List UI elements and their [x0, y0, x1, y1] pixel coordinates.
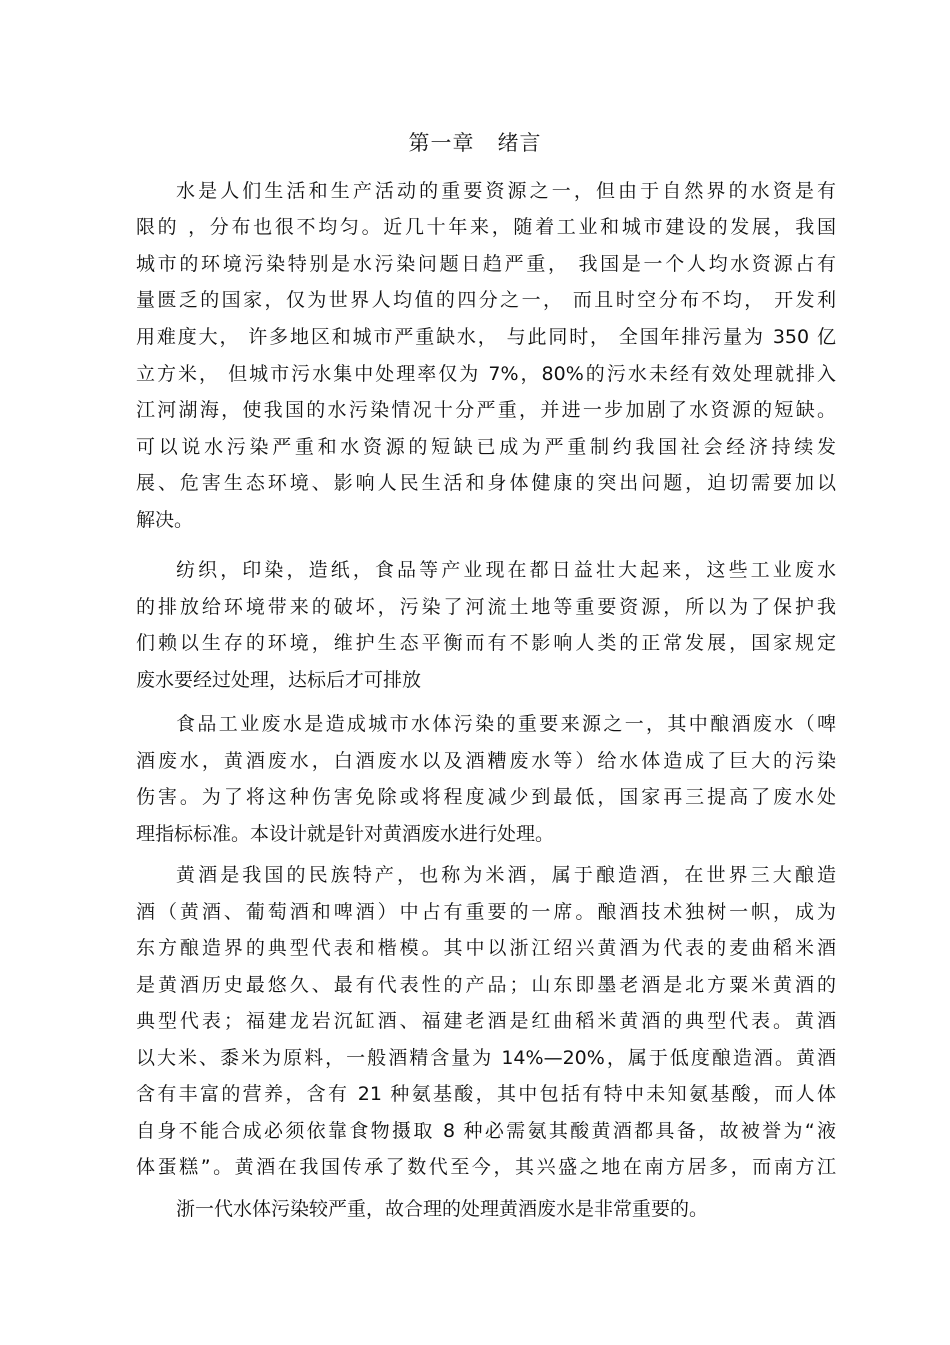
chapter-title: 第一章 绪言 [408, 131, 542, 155]
paragraph-1-line-10: 解决。 [136, 509, 194, 531]
paragraph-1-line-3: 城市的环境污染特别是水污染问题日趋严重， 我国是一个人均水资源占有 [136, 253, 836, 275]
paragraph-4-line-2: 酒（黄酒、葡萄酒和啤酒）中占有重要的一席。酿酒技术独树一帜，成为 [136, 901, 836, 923]
paragraph-2-line-4: 废水要经过处理，达标后才可排放 [136, 669, 422, 691]
paragraph-2-line-2: 的排放给环境带来的破坏，污染了河流土地等重要资源，所以为了保护我 [136, 596, 836, 618]
paragraph-4-line-9: 体蛋糕”。黄酒在我国传承了数代至今，其兴盛之地在南方居多，而南方江 [136, 1156, 836, 1178]
paragraph-2-line-3: 们赖以生存的环境，维护生态平衡而有不影响人类的正常发展，国家规定 [136, 632, 836, 654]
paragraph-4-line-1: 黄酒是我国的民族特产，也称为米酒，属于酿造酒，在世界三大酿造 [176, 864, 836, 886]
paragraph-1-line-7: 江河湖海，使我国的水污染情况十分严重，并进一步加剧了水资源的短缺。 [136, 399, 836, 421]
paragraph-4-line-7: 含有丰富的营养，含有 21 种氨基酸，其中包括有特中未知氨基酸，而人体 [136, 1083, 836, 1105]
paragraph-4-line-4: 是黄酒历史最悠久、最有代表性的产品；山东即墨老酒是北方粟米黄酒的 [136, 974, 836, 996]
paragraph-4-line-10: 浙一代水体污染较严重，故合理的处理黄酒废水是非常重要的。 [176, 1198, 709, 1220]
paragraph-1-line-2: 限的 ，分布也很不均匀。近几十年来，随着工业和城市建设的发展，我国 [136, 216, 836, 238]
paragraph-1-line-1: 水是人们生活和生产活动的重要资源之一，但由于自然界的水资是有 [176, 180, 836, 202]
paragraph-3-line-2: 酒废水，黄酒废水，白酒废水以及酒糟废水等）给水体造成了巨大的污染 [136, 750, 836, 772]
paragraph-3-line-4: 理指标标准。本设计就是针对黄酒废水进行处理。 [136, 823, 555, 845]
paragraph-4-line-8: 自身不能合成必须依靠食物摄取 8 种必需氨其酸黄酒都具备，故被誉为“液 [136, 1120, 836, 1142]
paragraph-4-line-3: 东方酿造界的典型代表和楷模。其中以浙江绍兴黄酒为代表的麦曲稻米酒 [136, 937, 836, 959]
paragraph-1-line-4: 量匮乏的国家，仅为世界人均值的四分之一， 而且时空分布不均， 开发利 [136, 289, 836, 311]
paragraph-4-line-6: 以大米、黍米为原料，一般酒精含量为 14%—20%，属于低度酿造酒。黄酒 [136, 1047, 836, 1069]
paragraph-3-line-3: 伤害。为了将这种伤害免除或将程度减少到最低，国家再三提高了废水处 [136, 786, 836, 808]
paragraph-1-line-6: 立方米， 但城市污水集中处理率仅为 7%，80%的污水未经有效处理就排入 [136, 363, 836, 385]
paragraph-1-line-9: 展、危害生态环境、影响人民生活和身体健康的突出问题，迫切需要加以 [136, 472, 836, 494]
paragraph-2-line-1: 纺织，印染，造纸，食品等产业现在都日益壮大起来，这些工业废水 [176, 559, 836, 581]
paragraph-4-line-5: 典型代表；福建龙岩沉缸酒、福建老酒是红曲稻米黄酒的典型代表。黄酒 [136, 1010, 836, 1032]
paragraph-1-line-5: 用难度大， 许多地区和城市严重缺水， 与此同时， 全国年排污量为 350 亿 [136, 326, 836, 348]
paragraph-1-line-8: 可以说水污染严重和水资源的短缺已成为严重制约我国社会经济持续发 [136, 436, 836, 458]
paragraph-3-line-1: 食品工业废水是造成城市水体污染的重要来源之一，其中酿酒废水（啤 [176, 713, 836, 735]
